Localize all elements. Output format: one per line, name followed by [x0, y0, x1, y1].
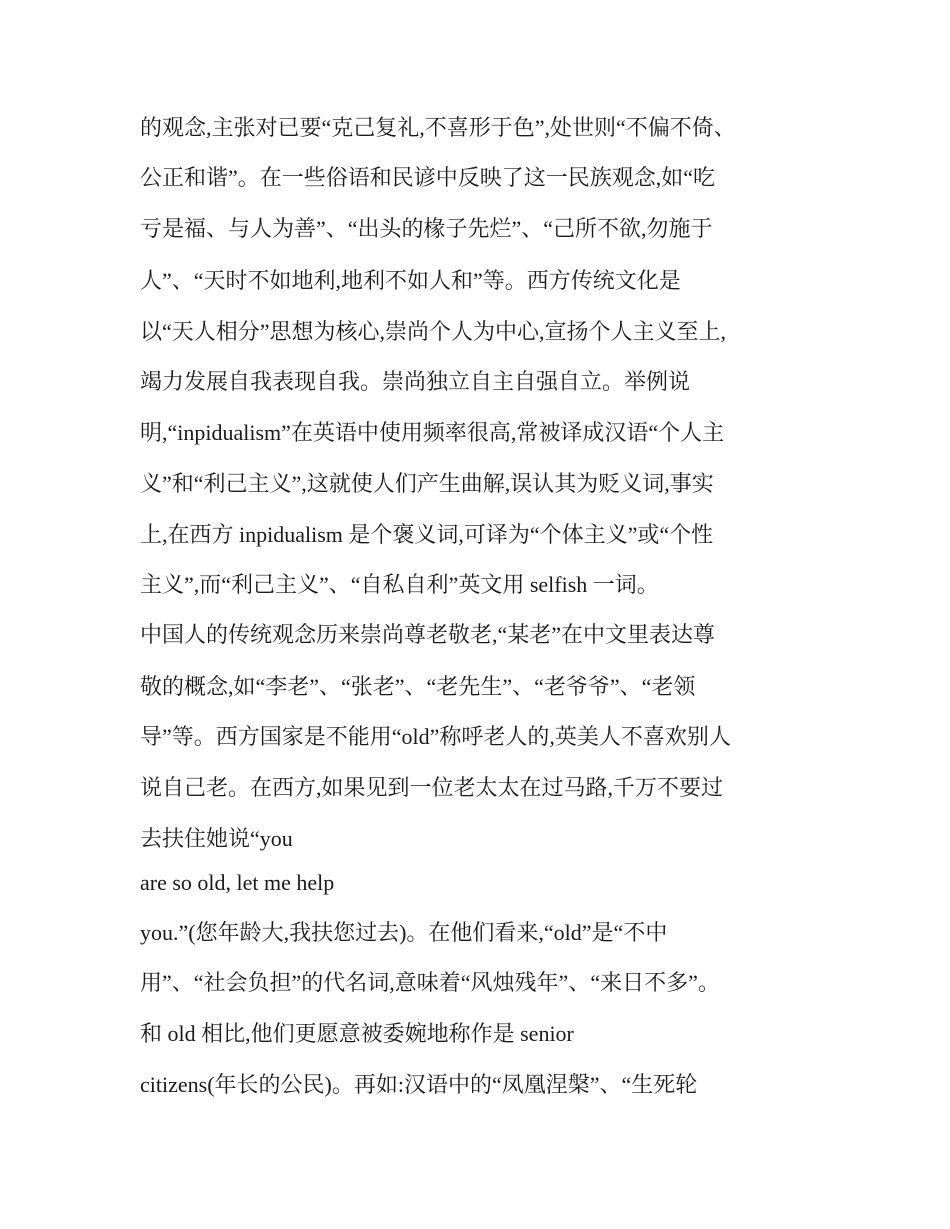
text-line: 用”、“社会负担”的代名词,意味着“风烛残年”、“来日不多”。	[140, 970, 720, 995]
text-line: 以“天人相分”思想为核心,崇尚个人为中心,宣扬个人主义至上,	[140, 319, 727, 344]
text-line: 的观念,主张对已要“克己复礼,不喜形于色”,处世则“不偏不倚、	[140, 115, 736, 140]
text-line: 亏是福、与人为善”、“出头的椽子先烂”、“己所不欲,勿施于	[140, 216, 713, 241]
text-line: citizens(年长的公民)。再如:汉语中的“凤凰涅槃”、“生死轮	[140, 1072, 698, 1097]
text-line: 导”等。西方国家是不能用“old”称呼老人的,英美人不喜欢别人	[140, 724, 731, 749]
text-line: 敬的概念,如“李老”、“张老”、“老先生”、“老爷爷”、“老领	[140, 674, 696, 699]
text-line: 说自己老。在西方,如果见到一位老太太在过马路,千万不要过	[140, 775, 724, 800]
text-line: 上,在西方 inpidualism 是个褒义词,可译为“个体主义”或“个性	[140, 522, 714, 547]
text-line: 公正和谐”。在一些俗语和民谚中反映了这一民族观念,如“吃	[140, 165, 716, 190]
text-line: 中国人的传统观念历来崇尚尊老敬老,“某老”在中文里表达尊	[140, 622, 716, 647]
text-line: are so old, let me help	[140, 870, 335, 895]
text-line: 明,“inpidualism”在英语中使用频率很高,常被译成汉语“个人主	[140, 420, 725, 445]
text-line: 去扶住她说“you	[140, 826, 293, 851]
text-line: 和 old 相比,他们更愿意被委婉地称作是 senior	[140, 1021, 574, 1046]
text-line: you.”(您年龄大,我扶您过去)。在他们看来,“old”是“不中	[140, 920, 668, 945]
text-line: 主义”,而“利己主义”、“自私自利”英文用 selfish 一词。	[140, 572, 659, 597]
text-line: 人”、“天时不如地利,地利不如人和”等。西方传统文化是	[140, 268, 681, 293]
text-line: 竭力发展自我表现自我。崇尚独立自主自强自立。举例说	[140, 369, 691, 394]
text-line: 义”和“利己主义”,这就使人们产生曲解,误认其为贬义词,事实	[140, 471, 714, 496]
